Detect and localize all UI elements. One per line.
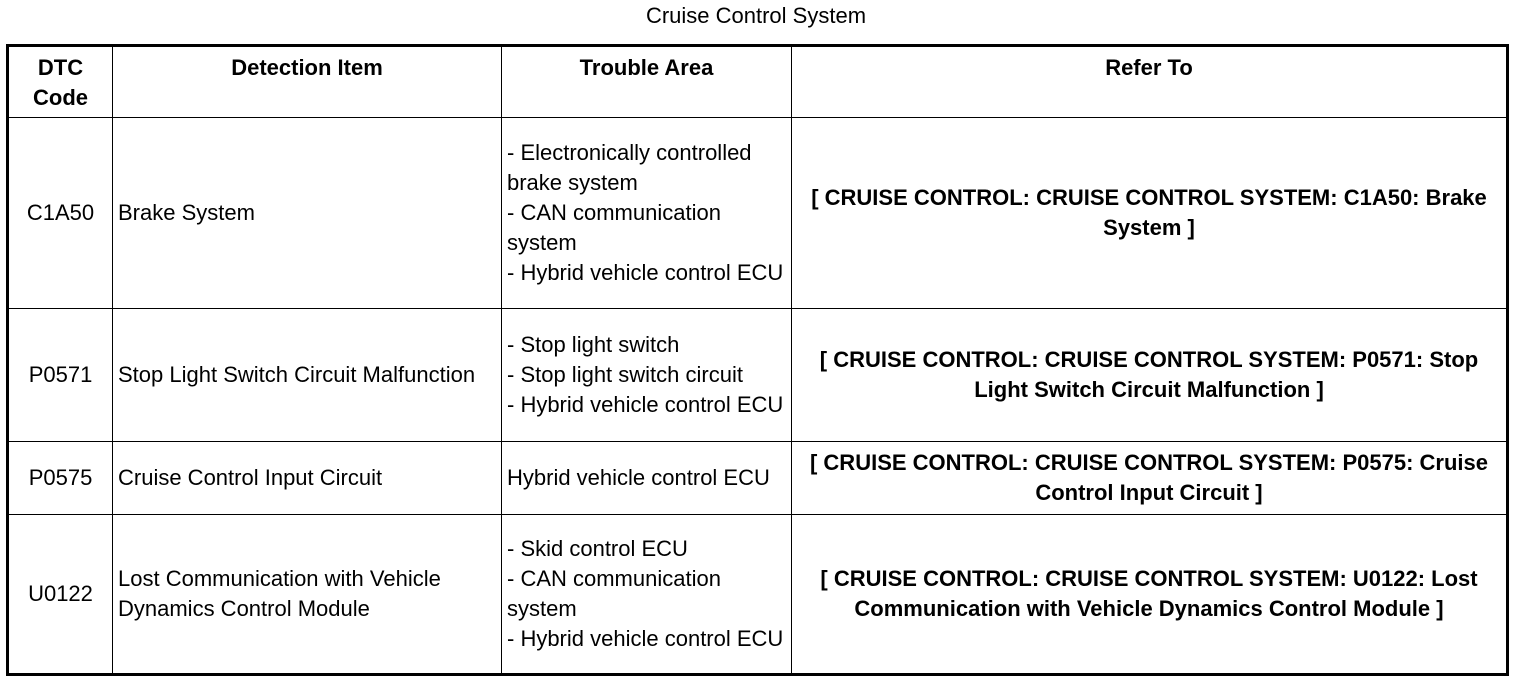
dtc-table (6, 44, 1509, 676)
table-row (8, 442, 1508, 515)
page-title: Cruise Control System (645, 3, 867, 28)
dtc-code-cell: P0575 (8, 442, 113, 515)
column-header-trouble-area: Trouble Area (502, 46, 792, 118)
detection-item-cell: Brake System (113, 118, 502, 309)
refer-to-link[interactable]: [ CRUISE CONTROL: CRUISE CONTROL SYSTEM: P0571: Stop Light Switch Circuit Malfunction ] (792, 309, 1508, 442)
column-header-detection-item: Detection Item (113, 46, 502, 118)
refer-to-link[interactable]: [ CRUISE CONTROL: CRUISE CONTROL SYSTEM: C1A50: Brake System ] (792, 118, 1508, 309)
column-header-dtc-code: DTC Code (8, 46, 113, 118)
refer-to-link[interactable]: [ CRUISE CONTROL: CRUISE CONTROL SYSTEM: P0575: Cruise Control Input Circuit ] (792, 442, 1508, 515)
trouble-area-line: - CAN communication system (507, 566, 721, 621)
detection-item-cell: Lost Communication with Vehicle Dynamics Control Module (113, 515, 502, 675)
trouble-area-line: - Hybrid vehicle control ECU (507, 260, 784, 285)
trouble-area-line: - Electronically controlled brake system (507, 140, 752, 195)
trouble-area-cell (502, 309, 792, 442)
trouble-area-line: - CAN communication system (507, 200, 721, 255)
trouble-area-cell (502, 118, 792, 309)
dtc-code-cell: C1A50 (8, 118, 113, 309)
dtc-code-cell: P0571 (8, 309, 113, 442)
table-row (8, 309, 1508, 442)
trouble-area-cell (502, 442, 792, 515)
refer-to-link[interactable]: [ CRUISE CONTROL: CRUISE CONTROL SYSTEM: U0122: Lost Communication with Vehicle Dynamics Control Module ] (792, 515, 1508, 675)
trouble-area-line: - Hybrid vehicle control ECU (507, 626, 784, 651)
column-header-refer-to: Refer To (792, 46, 1508, 118)
table-row (8, 118, 1508, 309)
table-row (8, 515, 1508, 675)
table-header-row (8, 46, 1508, 118)
trouble-area-line: - Skid control ECU (507, 536, 688, 561)
trouble-area-line: - Hybrid vehicle control ECU (507, 392, 784, 417)
trouble-area-line: - Stop light switch (507, 332, 680, 357)
trouble-area-line: - Stop light switch circuit (507, 362, 743, 387)
trouble-area-line: Hybrid vehicle control ECU (507, 465, 770, 490)
trouble-area-cell (502, 515, 792, 675)
detection-item-cell: Cruise Control Input Circuit (113, 442, 502, 515)
detection-item-cell: Stop Light Switch Circuit Malfunction (113, 309, 502, 442)
dtc-code-cell: U0122 (8, 515, 113, 675)
